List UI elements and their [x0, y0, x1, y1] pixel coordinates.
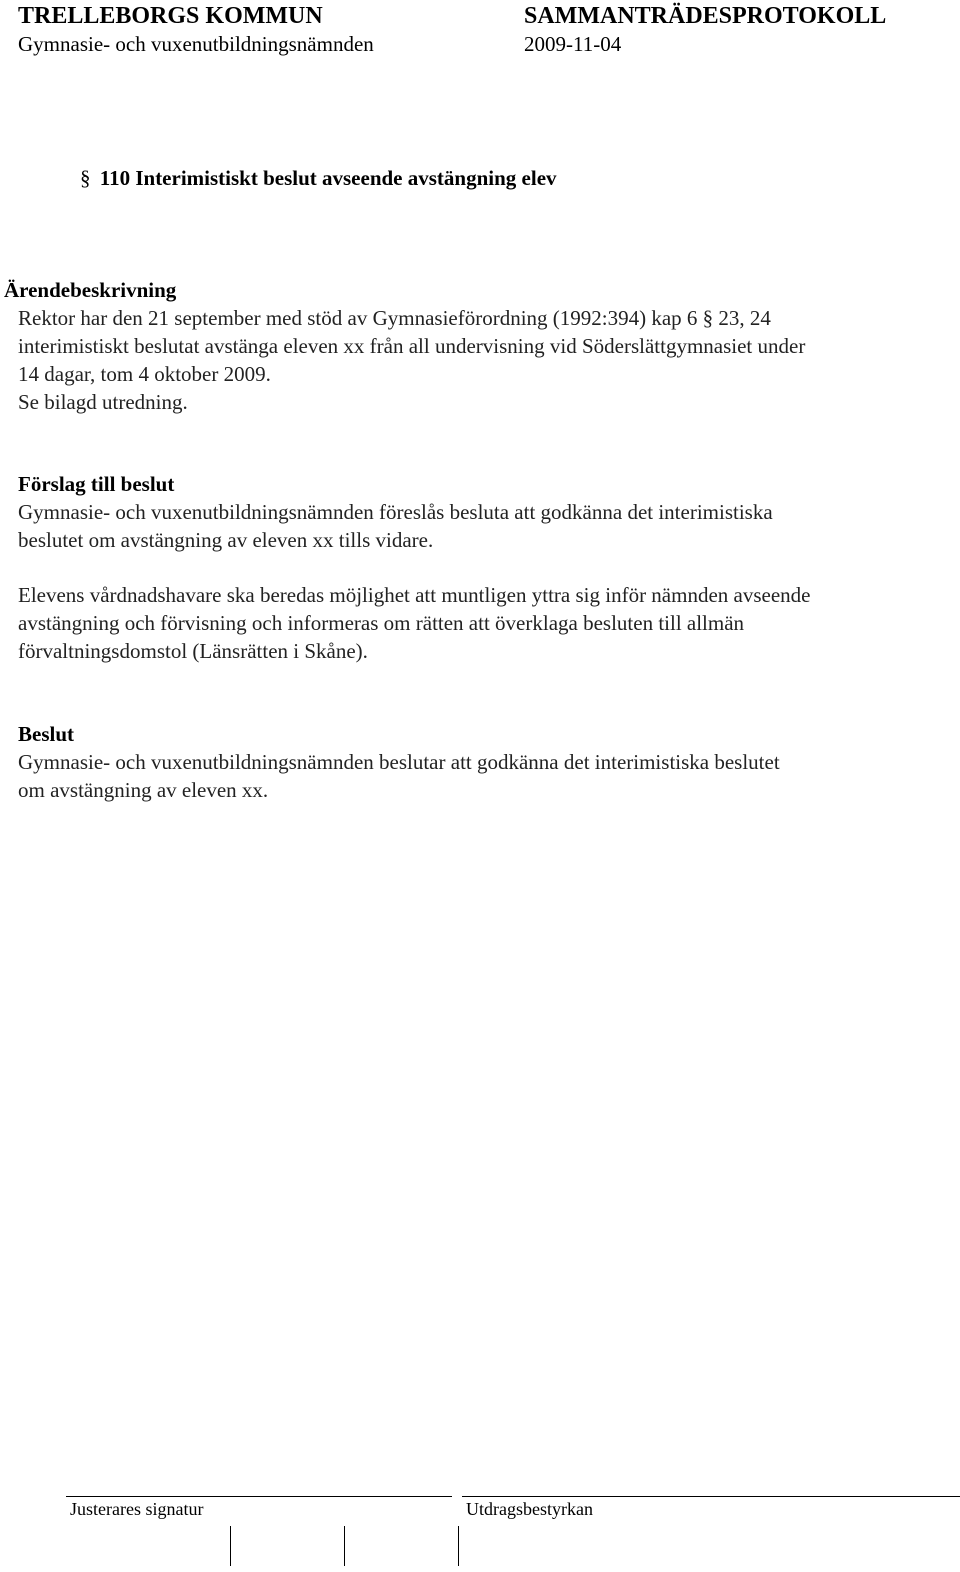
paragraph-symbol: §: [80, 166, 91, 190]
section-title: [80, 166, 557, 191]
signature-label: Justerares signatur: [70, 1499, 204, 1519]
header-left: [18, 0, 374, 58]
extract-label: Utdragsbestyrkan: [466, 1499, 593, 1519]
proposal-heading: Förslag till beslut: [18, 472, 175, 496]
meeting-date: 2009-11-04: [524, 32, 622, 56]
decision-line: om avstängning av eleven xx.: [18, 778, 269, 802]
guardian-info-line: förvaltningsdomstol (Länsrätten i Skåne).: [18, 639, 368, 663]
proposal-block: [18, 470, 773, 554]
signature-box-divider: [458, 1526, 459, 1566]
committee-name: Gymnasie- och vuxenutbildningsnämnden: [18, 32, 374, 56]
decision-heading: Beslut: [18, 722, 75, 746]
proposal-line: Gymnasie- och vuxenutbildningsnämnden föreslås besluta att godkänna det interimistiska: [18, 500, 773, 524]
guardian-info-block: [18, 581, 811, 665]
case-description-line: Se bilagd utredning.: [18, 390, 188, 414]
case-description-line: interimistiskt beslutat avstänga eleven xx från all undervisning vid Söderslättgymnasiet under: [18, 334, 806, 358]
case-description-line: 14 dagar, tom 4 oktober 2009.: [18, 362, 271, 386]
signature-box-divider: [344, 1526, 345, 1566]
case-description-line: Rektor har den 21 september med stöd av Gymnasieförordning (1992:394) kap 6 § 23, 24: [18, 306, 771, 330]
signature-box-divider: [230, 1526, 231, 1566]
guardian-info-line: avstängning och förvisning och informeras om rätten att överklaga besluten till allmän: [18, 611, 745, 635]
case-description-heading: Ärendebeskrivning: [4, 278, 177, 302]
document-type: SAMMANTRÄDESPROTOKOLL: [524, 3, 887, 29]
header-right: [524, 0, 886, 58]
proposal-line: beslutet om avstängning av eleven xx tills vidare.: [18, 528, 434, 552]
section-title-text: 110 Interimistiskt beslut avseende avstängning elev: [99, 166, 557, 190]
decision-line: Gymnasie- och vuxenutbildningsnämnden beslutar att godkänna det interimistiska beslutet: [18, 750, 780, 774]
case-description-block: [4, 276, 805, 416]
municipality-name: TRELLEBORGS KOMMUN: [18, 3, 323, 29]
guardian-info-line: Elevens vårdnadshavare ska beredas möjlighet att muntligen yttra sig inför nämnden avseende: [18, 583, 811, 607]
decision-block: [18, 720, 780, 804]
signature-footer: [66, 1496, 960, 1572]
